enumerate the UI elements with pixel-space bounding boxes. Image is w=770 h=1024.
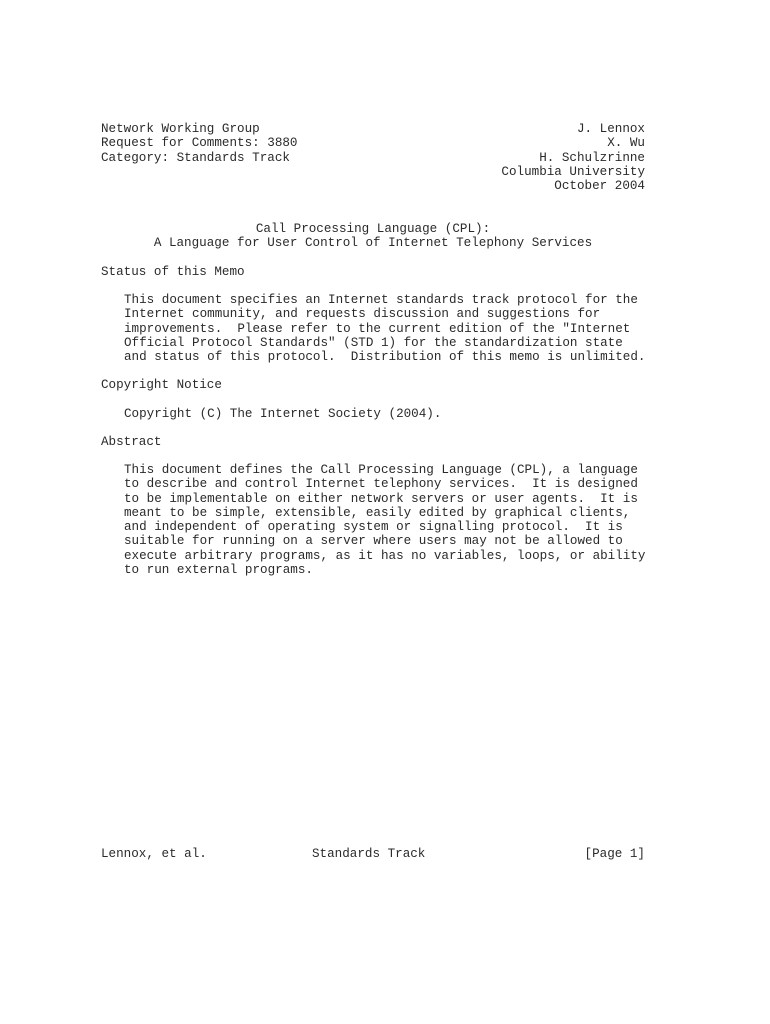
paragraph-line: to be implementable on either network servers or user agents. It is	[124, 491, 638, 506]
paragraph-line: and independent of operating system or signalling protocol. It is	[124, 520, 623, 535]
paragraph-line: suitable for running on a server where users may not be allowed to	[124, 534, 623, 549]
header-row	[101, 165, 645, 179]
paragraph-line: Internet community, and requests discussion and suggestions for	[124, 307, 601, 322]
header-right-line: Columbia University	[501, 164, 645, 179]
paragraph-line: Official Protocol Standards" (STD 1) for the standardization state	[124, 335, 623, 350]
subtitle-line: A Language for User Control of Internet Telephony Services	[153, 236, 593, 251]
header-row	[101, 151, 645, 165]
header-left-line: Category: Standards Track	[101, 150, 290, 165]
section-heading-status: Status of this Memo	[101, 265, 245, 279]
section-heading-abstract: Abstract	[101, 435, 162, 449]
header-left-line: Request for Comments: 3880	[101, 136, 298, 151]
header-row	[101, 136, 645, 150]
rfc-header	[101, 122, 645, 193]
paragraph-line: to describe and control Internet telephony services. It is designed	[124, 477, 638, 492]
paragraph-line: Copyright (C) The Internet Society (2004).	[124, 407, 442, 421]
section-heading-copyright: Copyright Notice	[101, 378, 222, 392]
footer-track: Standards Track	[312, 847, 426, 861]
header-right-line: H. Schulzrinne	[539, 150, 645, 165]
paragraph-line: This document defines the Call Processing Language (CPL), a language	[124, 463, 638, 477]
page-footer	[101, 847, 645, 861]
paragraph-line: This document specifies an Internet standards track protocol for the	[124, 293, 638, 307]
paragraph-line: improvements. Please refer to the current edition of the "Internet	[124, 321, 631, 336]
paragraph-line: and status of this protocol. Distribution of this memo is unlimited.	[124, 350, 646, 365]
status-paragraph	[124, 293, 664, 364]
header-row	[101, 179, 645, 193]
copyright-paragraph	[124, 407, 664, 421]
abstract-paragraph	[124, 463, 664, 577]
document-title	[101, 222, 645, 251]
header-right-line: X. Wu	[607, 136, 645, 151]
header-right-line: J. Lennox	[576, 122, 645, 136]
header-row	[101, 122, 645, 136]
header-left-line: Network Working Group	[101, 122, 260, 136]
footer-authors: Lennox, et al.	[101, 847, 207, 861]
title-line: Call Processing Language (CPL):	[255, 222, 491, 236]
paragraph-line: to run external programs.	[124, 563, 313, 578]
footer-page-number: [Page 1]	[584, 847, 645, 861]
header-right-line: October 2004	[554, 179, 645, 194]
paragraph-line: execute arbitrary programs, as it has no variables, loops, or ability	[124, 548, 646, 563]
paragraph-line: meant to be simple, extensible, easily edited by graphical clients,	[124, 505, 631, 520]
